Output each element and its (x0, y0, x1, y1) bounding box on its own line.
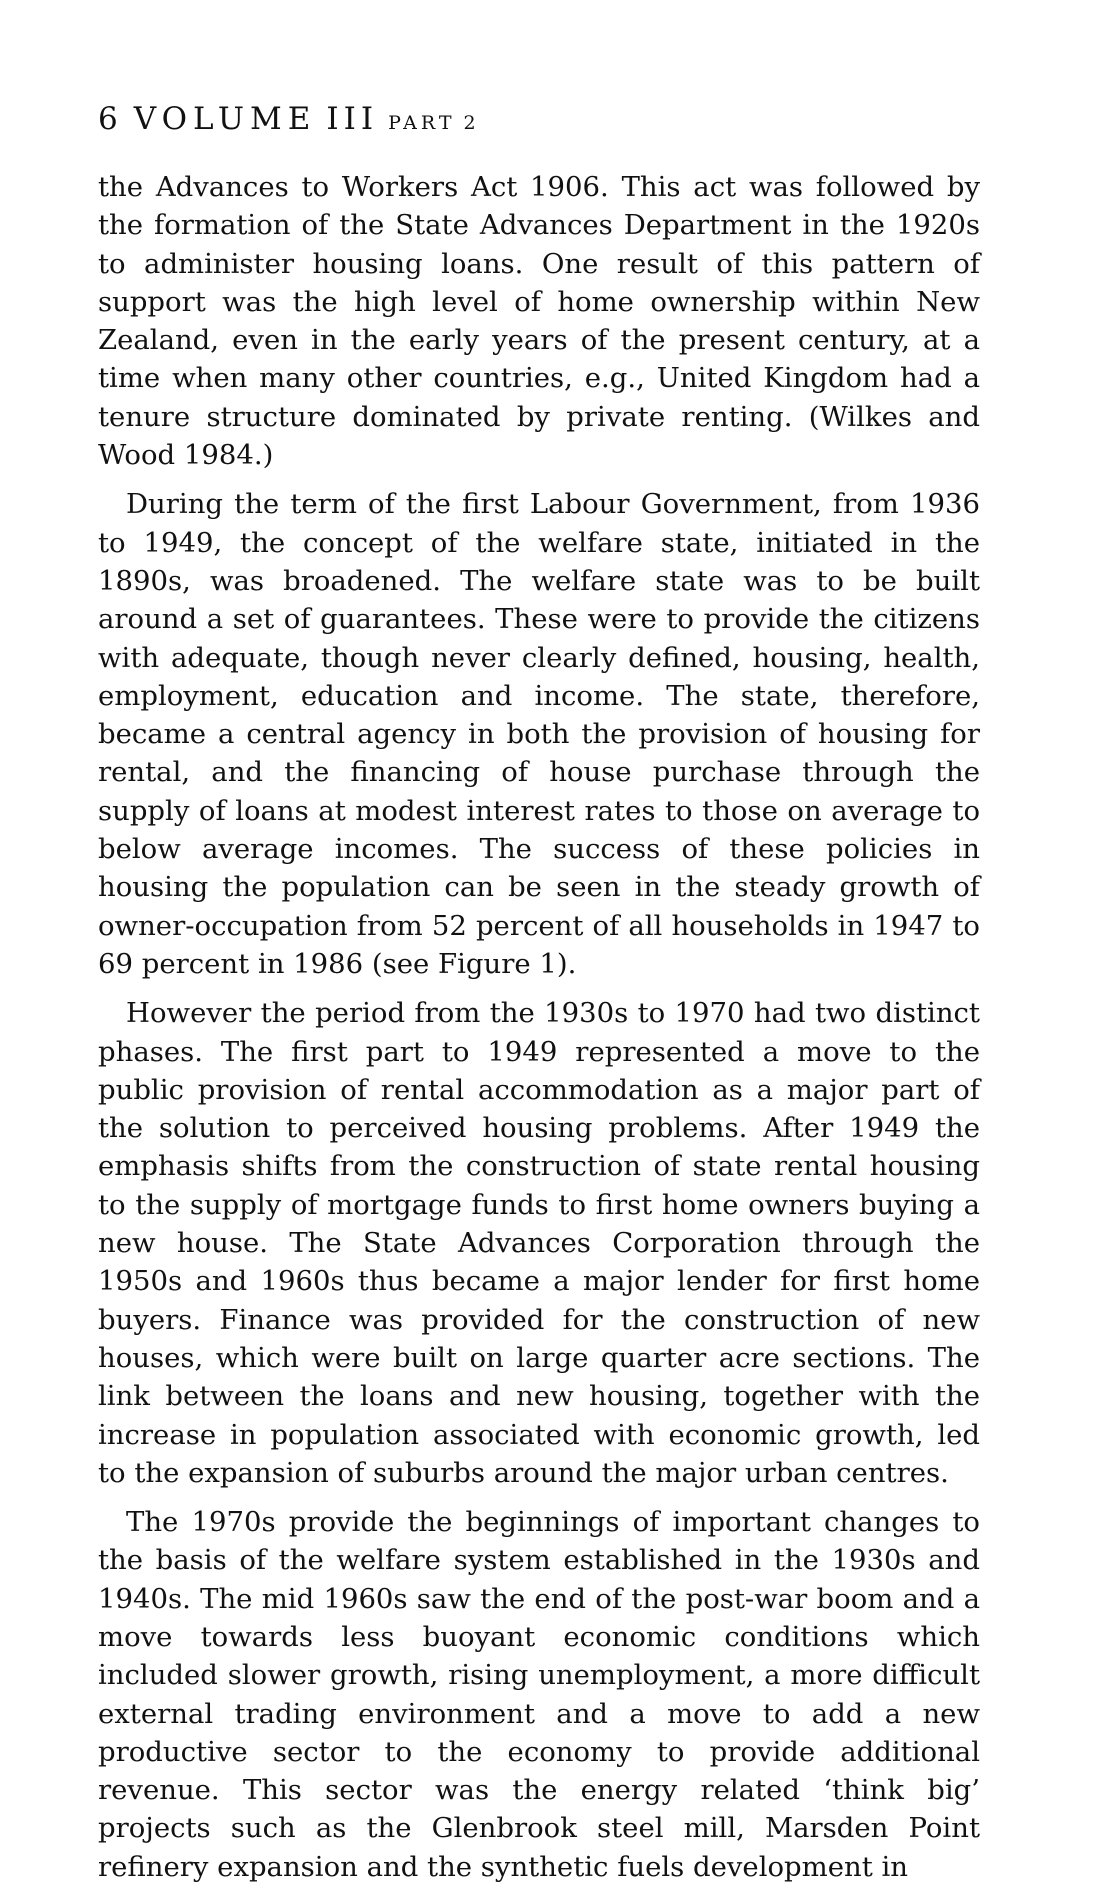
volume-label: VOLUME (133, 101, 317, 137)
running-head (98, 101, 476, 137)
body-text (98, 168, 980, 1897)
part-number: 2 (463, 112, 476, 134)
paragraph-2: During the term of the first Labour Government, from 1936 to 1949, the concept of the welfare state, initiated in the 1890s, was broadened. The welfare state was to be built around a set of guarantees. These were to provide the citizens with adequate, though never clearly defined, housing, health, employment, education and income. The state, therefore, became a central agency in both the provision of housing for rental, and the financing of house purchase through the supply of loans at modest interest rates to those on average to below average incomes. The success of these policies in housing the population can be seen in the steady growth of owner-occupation from 52 percent of all households in 1947 to 69 percent in 1986 (see Figure 1). (98, 488, 980, 980)
page-number: 6 (98, 101, 118, 137)
part-label: PART (388, 112, 456, 134)
paragraph-1: the Advances to Workers Act 1906. This act was followed by the formation of the State Advances Department in the 1920s to administer housing loans. One result of this pattern of support was the high level of home ownership within New Zealand, even in the early years of the present century, at a time when many other countries, e.g., United Kingdom had a tenure structure dominated by private renting. (Wilkes and Wood 1984.) (98, 171, 980, 472)
paragraph-4: The 1970s provide the beginnings of important changes to the basis of the welfare system established in the 1930s and 1940s. The mid 1960s saw the end of the post-war boom and a move towards less buoyant economic conditions which included slower growth, rising unemployment, a more difficult external trading environment and a move to add a new productive sector to the economy to provide additional revenue. This sector was the energy related ‘think big’ projects such as the Glenbrook steel mill, Marsden Point refinery expansion and the synthetic fuels development in (98, 1506, 980, 1883)
paragraph-3: However the period from the 1930s to 1970 had two distinct phases. The first part to 1949 represented a move to the public provision of rental accommodation as a major part of the solution to perceived housing problems. After 1949 the emphasis shifts from the construction of state rental housing to the supply of mortgage funds to first home owners buying a new house. The State Advances Corporation through the 1950s and 1960s thus became a major lender for first home buyers. Finance was provided for the construction of new houses, which were built on large quarter acre sections. The link between the loans and new housing, together with the increase in population associated with economic growth, led to the expansion of suburbs around the major urban centres. (98, 997, 980, 1489)
volume-numeral: III (326, 101, 379, 137)
